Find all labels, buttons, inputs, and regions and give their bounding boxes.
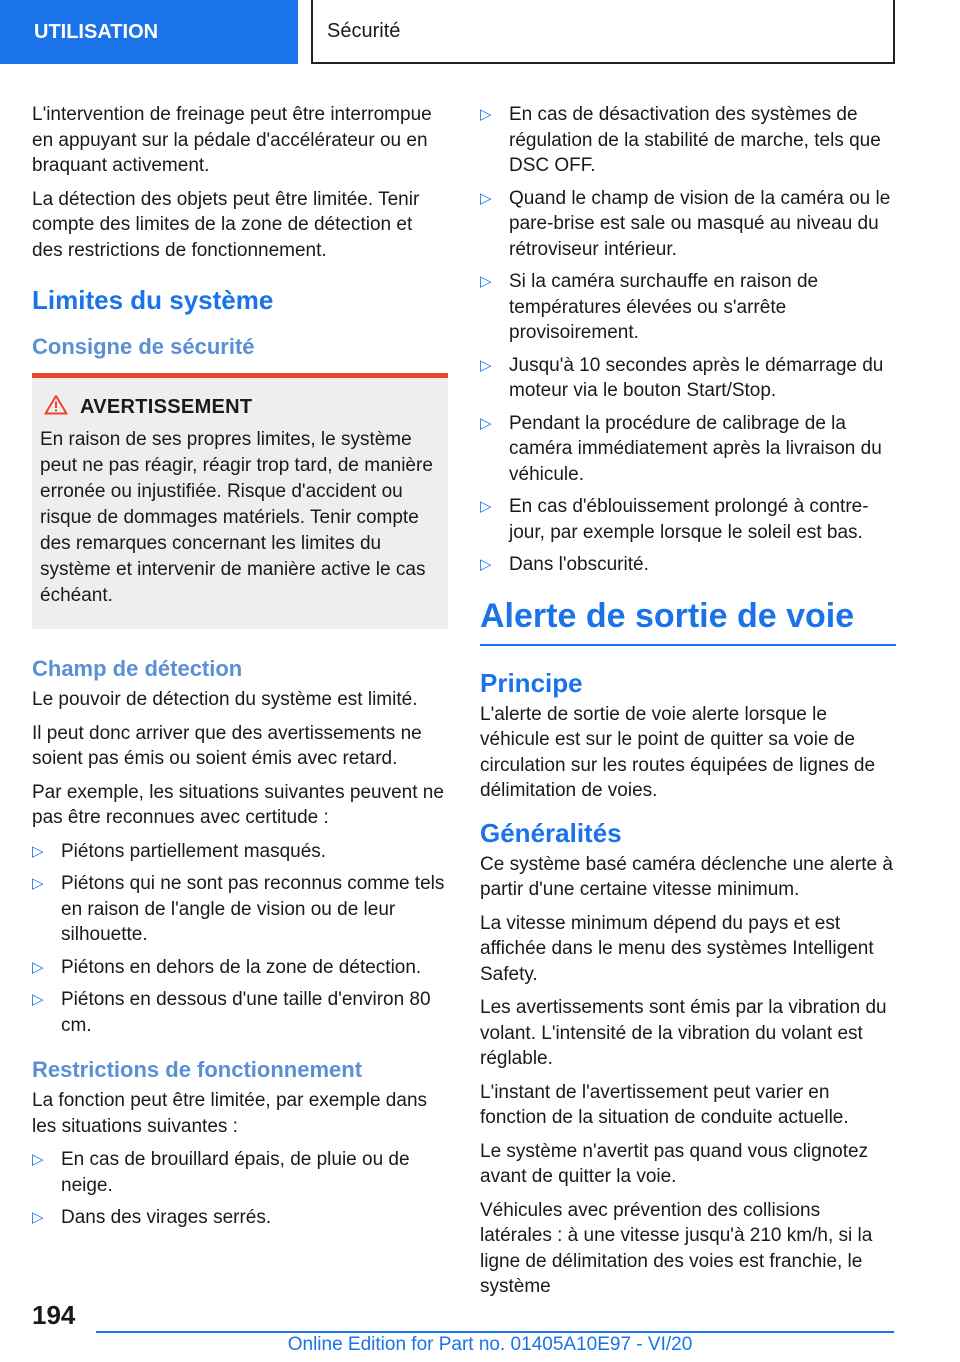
restrictions-paragraph: La fonction peut être limitée, par exemple dans les situations suivantes : bbox=[32, 1090, 428, 1137]
heading-limites: Limites du système bbox=[32, 285, 274, 315]
bullet-icon: ▷ bbox=[32, 991, 44, 1008]
restrictions-list-continued bbox=[480, 102, 896, 578]
bullet-icon: ▷ bbox=[480, 189, 492, 207]
right-column bbox=[480, 102, 896, 1308]
list-item bbox=[32, 871, 448, 948]
generalites-paragraph-5: Le système n'avertit pas quand vous clignotez avant de quitter la voie. bbox=[480, 1140, 869, 1187]
list-item bbox=[32, 987, 448, 1038]
chapter-label: Sécurité bbox=[327, 19, 401, 42]
generalites-paragraph-6: Véhicules avec prévention des collisions latérales : à une vitesse jusqu'à 210 km/h, si la ligne de délimitation des voies est franchie, le système bbox=[480, 1199, 873, 1297]
list-item-text: Pendant la procédure de calibrage de la caméra immédiatement après la livraison du véhicule. bbox=[509, 412, 882, 485]
bullet-icon: ▷ bbox=[32, 1151, 44, 1168]
list-item bbox=[480, 411, 896, 488]
footer-edition: Online Edition for Part no. 01405A10E97 - VI/20 bbox=[287, 1334, 693, 1355]
warning-title-text: AVERTISSEMENT bbox=[80, 396, 253, 418]
list-item bbox=[32, 839, 448, 865]
footer-divider bbox=[96, 1331, 894, 1333]
bullet-icon: ▷ bbox=[480, 356, 492, 374]
list-item bbox=[32, 955, 448, 981]
intro-paragraph-2: La détection des objets peut être limitée. Tenir compte des limites de la zone de détection et des restrictions de fonctionnement. bbox=[32, 188, 420, 261]
champ-paragraph-2: Il peut donc arriver que des avertissements ne soient pas émis ou soient émis avec retard. bbox=[32, 722, 422, 769]
generalites-paragraph-3: Les avertissements sont émis par la vibration du volant. L'intensité de la vibration du volant est réglable. bbox=[480, 997, 887, 1069]
list-item bbox=[480, 494, 896, 545]
page-number: 194 bbox=[32, 1300, 76, 1330]
list-item-text: Piétons qui ne sont pas reconnus comme tels en raison de l'angle de vision ou de leur silhouette. bbox=[61, 873, 445, 945]
list-item bbox=[480, 186, 896, 263]
list-item bbox=[32, 1147, 448, 1198]
bullet-icon: ▷ bbox=[480, 414, 492, 432]
principe-paragraph: L'alerte de sortie de voie alerte lorsque le véhicule est sur le point de quitter sa voie de circulation sur les routes équipées de lignes de délimitation de voies. bbox=[480, 703, 876, 801]
bullet-icon: ▷ bbox=[480, 273, 492, 290]
list-item-text: En cas de désactivation des systèmes de régulation de la stabilité de marche, tels que DSC OFF. bbox=[509, 104, 881, 176]
bullet-icon: ▷ bbox=[32, 842, 44, 860]
heading-alerte: Alerte de sortie de voie bbox=[480, 596, 896, 646]
list-item-text: Dans l'obscurité. bbox=[509, 554, 649, 575]
intro-paragraph-1: L'intervention de freinage peut être interrompue en appuyant sur la pédale d'accélérateur ou en braquant activement. bbox=[32, 104, 432, 176]
section-tab bbox=[0, 0, 298, 64]
champ-list bbox=[32, 839, 448, 1039]
list-item-text: Piétons partiellement masqués. bbox=[61, 840, 327, 862]
bullet-icon: ▷ bbox=[32, 1209, 44, 1226]
heading-restrictions: Restrictions de fonctionnement bbox=[32, 1057, 363, 1082]
list-item-text: Jusqu'à 10 secondes après le démarrage du moteur via le bouton Start/Stop. bbox=[509, 354, 884, 401]
heading-generalites: Généralités bbox=[480, 817, 622, 848]
section-label: UTILISATION bbox=[34, 20, 159, 43]
bullet-icon: ▷ bbox=[480, 106, 492, 123]
warning-text: En raison de ses propres limites, le système peut ne pas réagir, réagir trop tard, de manière erronée ou injustifiée. Risque d'accident ou risque de dommages matériels. Tenir compte des remarques concernant les limites du système et intervenir de manière active le cas échéant. bbox=[40, 429, 433, 606]
warning-triangle-icon bbox=[44, 394, 68, 421]
list-item bbox=[32, 1205, 448, 1231]
list-item bbox=[480, 269, 896, 346]
list-item bbox=[480, 552, 896, 578]
warning-title bbox=[40, 394, 440, 421]
list-item-text: Piétons en dehors de la zone de détection. bbox=[61, 956, 422, 978]
heading-principe: Principe bbox=[480, 667, 583, 698]
list-item-text: Si la caméra surchauffe en raison de températures élevées ou s'arrête provisoirement. bbox=[509, 271, 819, 343]
heading-consigne: Consigne de sécurité bbox=[32, 334, 255, 359]
list-item-text: Dans des virages serrés. bbox=[61, 1207, 272, 1228]
list-item bbox=[480, 102, 896, 179]
heading-champ: Champ de détection bbox=[32, 656, 243, 681]
bullet-icon: ▷ bbox=[32, 958, 44, 976]
bullet-icon: ▷ bbox=[32, 875, 44, 892]
bullet-icon: ▷ bbox=[480, 556, 492, 573]
left-column bbox=[32, 102, 448, 1238]
list-item-text: En cas de brouillard épais, de pluie ou de neige. bbox=[61, 1149, 410, 1196]
list-item-text: En cas d'éblouissement prolongé à contre-jour, par exemple lorsque le soleil est bas. bbox=[509, 496, 869, 543]
champ-paragraph-3: Par exemple, les situations suivantes peuvent ne pas être reconnues avec certitude : bbox=[32, 781, 444, 828]
champ-paragraph-1: Le pouvoir de détection du système est limité. bbox=[32, 689, 418, 710]
generalites-paragraph-1: Ce système basé caméra déclenche une alerte à partir d'une certaine vitesse minimum. bbox=[480, 853, 893, 900]
generalites-paragraph-2: La vitesse minimum dépend du pays et est affichée dans le menu des systèmes Intelligent Safety. bbox=[480, 912, 874, 985]
bullet-icon: ▷ bbox=[480, 498, 492, 515]
warning-box bbox=[32, 373, 448, 629]
generalites-paragraph-4: L'instant de l'avertissement peut varier en fonction de la situation de conduite actuelle. bbox=[480, 1081, 849, 1128]
restrictions-list bbox=[32, 1147, 448, 1231]
list-item-text: Quand le champ de vision de la caméra ou le pare-brise est sale ou masqué au niveau du rétroviseur intérieur. bbox=[509, 187, 891, 260]
chapter-tab bbox=[311, 0, 895, 64]
list-item-text: Piétons en dessous d'une taille d'environ 80 cm. bbox=[61, 989, 431, 1036]
list-item bbox=[480, 353, 896, 404]
